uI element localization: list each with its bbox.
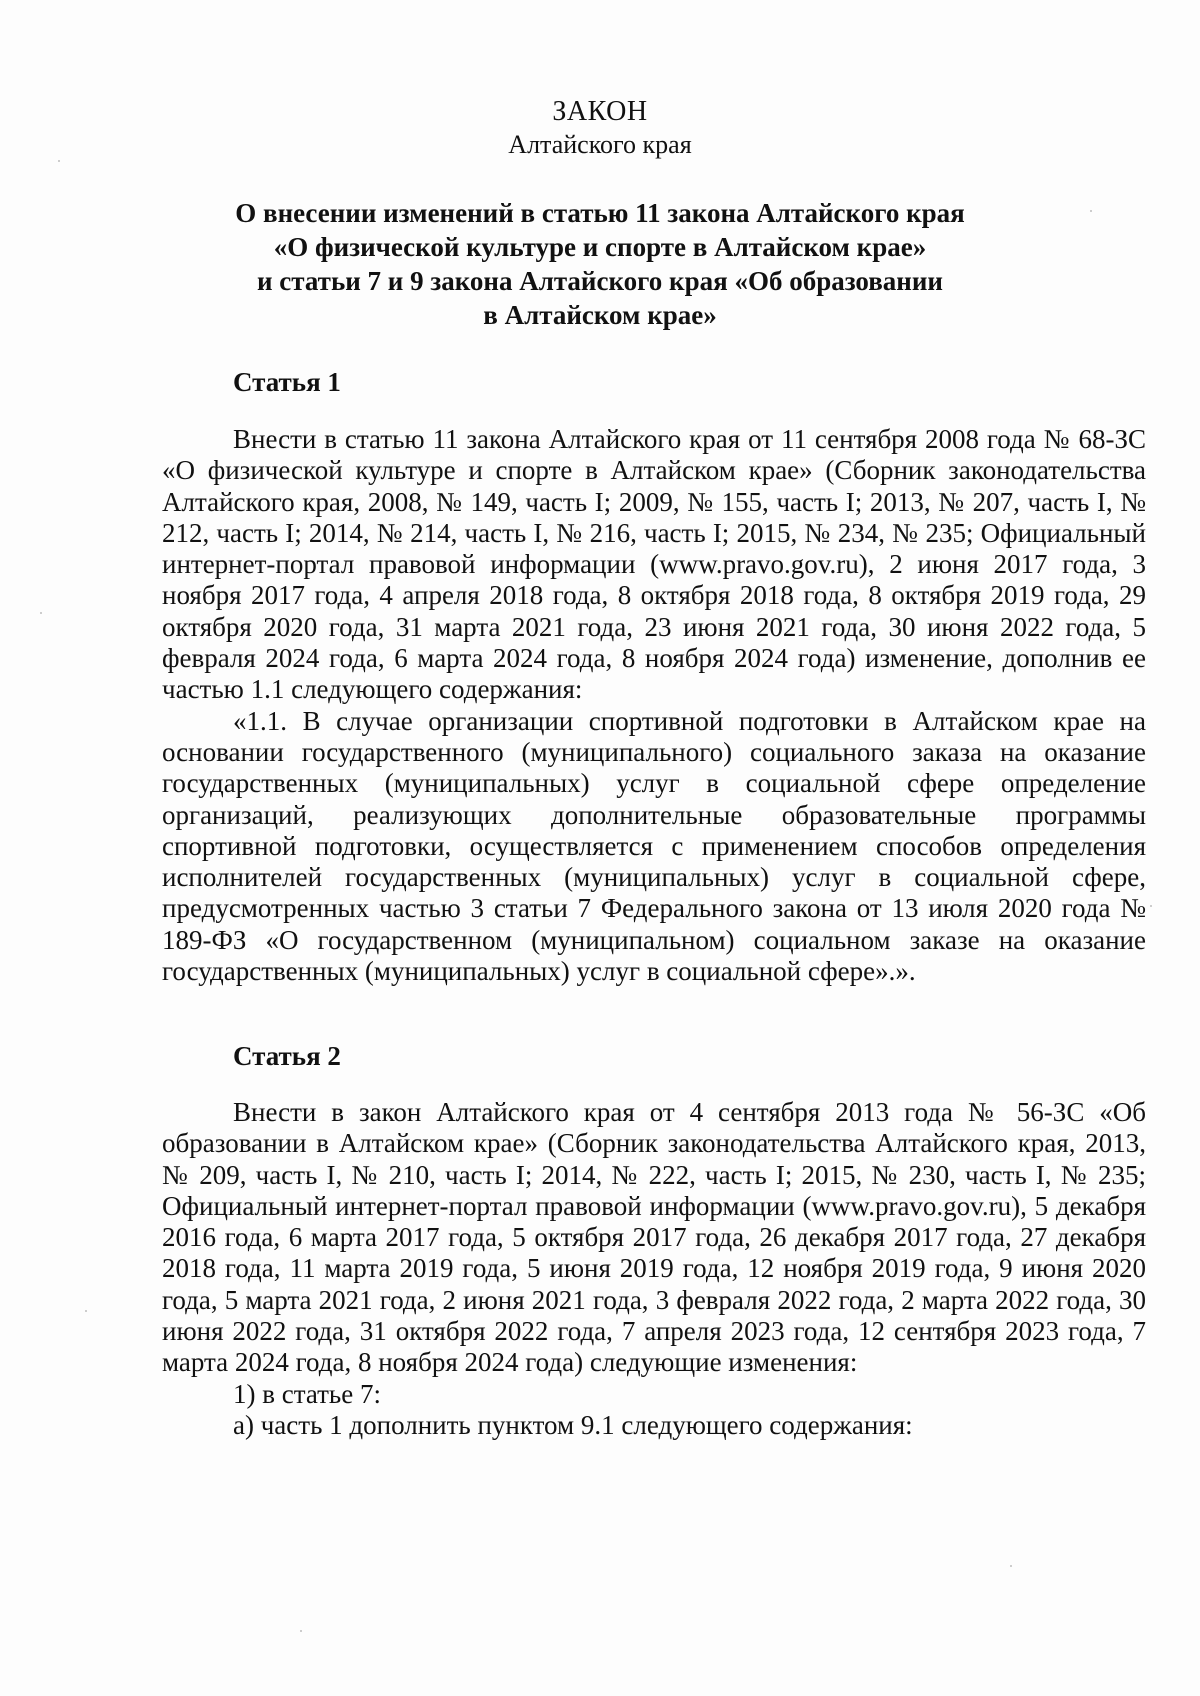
title-line: «О физической культуре и спорте в Алтайском крае» (273, 232, 927, 262)
scan-speck (58, 160, 60, 162)
article-1-paragraph-1: Внести в статью 11 закона Алтайского края от 11 сентября 2008 года № 68-ЗС «О физической культуре и спорте в Алтайском крае» (Сборник законодательства Алтайского края, 2008, № 149, часть I; 2009, № 155, часть I; 2013, № 207, часть I, № 212, часть I; 2014, № 214, часть I, № 216, часть I; 2015, № 234, № 235; Официальный интернет-портал правовой информации (www.pravo.gov.ru), 2 июня 2017 года, 3 ноября 2017 года, 4 апреля 2018 года, 8 октября 2018 года, 8 октября 2019 года, 29 октября 2020 года, 31 марта 2021 года, 23 июня 2021 года, 30 июня 2022 года, 5 февраля 2024 года, 6 марта 2024 года, 8 ноября 2024 года) изменение, дополнив ее частью 1.1 следующего содержания: (162, 424, 1146, 705)
article-2-item-1: 1) в статье 7: (233, 1378, 381, 1409)
scan-speck (40, 612, 42, 614)
scan-speck (1150, 905, 1152, 907)
title-line: и статьи 7 и 9 закона Алтайского края «Об образовании (257, 266, 943, 296)
scan-speck (1010, 1565, 1012, 1567)
title-line: О внесении изменений в статью 11 закона Алтайского края (235, 198, 965, 228)
article-2-item-2: а) часть 1 дополнить пунктом 9.1 следующего содержания: (233, 1409, 913, 1440)
article-2-paragraph-1: Внести в закон Алтайского края от 4 сентября 2013 года № 56-ЗС «Об образовании в Алтайском крае» (Сборник законодательства Алтайского края, 2013, № 209, часть I, № 210, часть I; 2014, № 222, часть I; 2015, № 230, часть I, № 235; Официальный интернет-портал правовой информации (www.pravo.gov.ru), 5 декабря 2016 года, 6 марта 2017 года, 5 октября 2017 года, 26 декабря 2017 года, 27 декабря 2018 года, 11 марта 2019 года, 5 июня 2019 года, 12 ноября 2019 года, 9 июня 2020 года, 5 марта 2021 года, 2 июня 2021 года, 3 февраля 2022 года, 2 марта 2022 года, 30 июня 2022 года, 31 октября 2022 года, 7 апреля 2023 года, 12 сентября 2023 года, 7 марта 2024 года, 8 ноября 2024 года) следующие изменения: (162, 1097, 1146, 1378)
scan-speck (85, 1310, 87, 1312)
article-1-paragraph-2: «1.1. В случае организации спортивной подготовки в Алтайском крае на основании государственного (муниципального) социального заказа на оказание государственных (муниципальных) услуг в социальной сфере определение организаций, реализующих дополнительные образовательные программы спортивной подготовки, осуществляется с применением способов определения исполнителей государственных (муниципальных) услуг в социальной сфере, предусмотренных частью 3 статьи 7 Федерального закона от 13 июля 2020 года № 189-ФЗ «О государственном (муниципальном) социальном заказе на оказание государственных (муниципальных) услуг в социальной сфере».». (162, 705, 1146, 987)
document-type: ЗАКОН (552, 96, 648, 127)
article-1-body (162, 424, 1146, 987)
title-line: в Алтайском крае» (483, 300, 717, 330)
article-1-heading: Статья 1 (233, 367, 341, 397)
document-issuer: Алтайского края (508, 130, 692, 159)
scan-speck (300, 1630, 302, 1632)
article-2-body (162, 1097, 1146, 1441)
document-title (220, 196, 980, 332)
scan-speck (1090, 210, 1092, 212)
article-2-heading: Статья 2 (233, 1041, 341, 1071)
